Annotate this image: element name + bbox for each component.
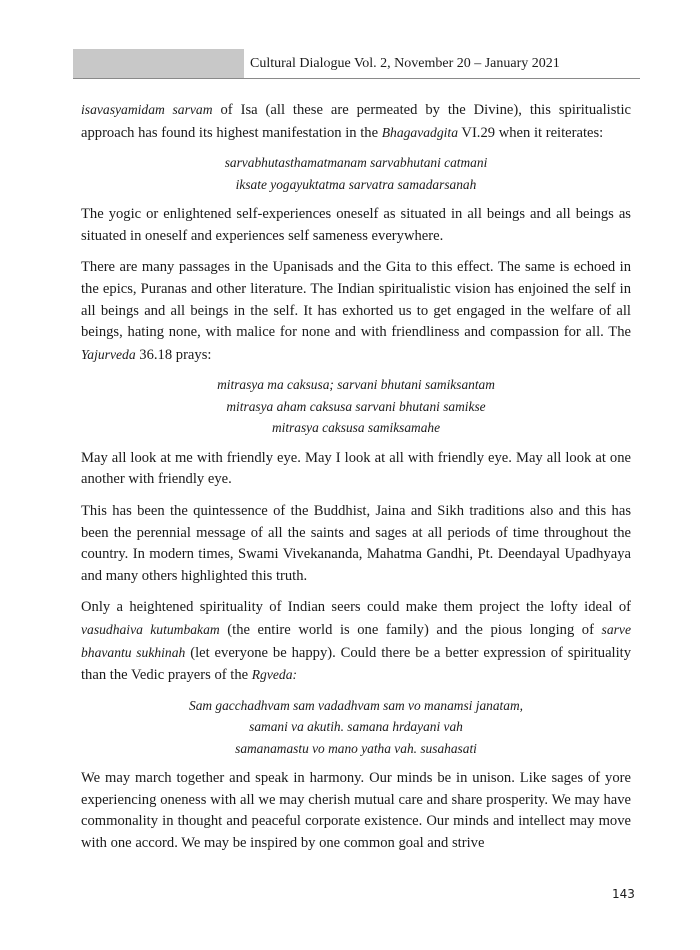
paragraph-1	[81, 99, 631, 144]
verse-line: iksate yogayuktatma sarvatra samadarsanah	[235, 176, 477, 192]
paragraph-text: 36.18 prays:	[135, 346, 212, 363]
paragraph-text: Only a heightened spirituality of Indian seers could make them project the lofty ideal of	[81, 599, 631, 616]
verse-line: samanamastu vo mano yatha vah. susahasati	[235, 740, 477, 756]
paragraph-text: (the entire world is one family) and the pious longing of	[219, 622, 602, 638]
paragraph-7: We may march together and speak in harmony. Our minds be in unison. Like sages of yore experiencing oneness with all we may cherish mutual care and share prosperity. We may have commonality in thought and peaceful corporate existence. Our minds and intellect may move with one accord. We may be inspired by one common goal and strive	[81, 770, 631, 852]
verse-2	[81, 374, 631, 439]
italic-term: Yajurveda	[81, 346, 136, 362]
italic-term: sarve bhavantu sukhinah	[81, 622, 631, 660]
verse-line: sarvabhutasthamatmanam sarvabhutani catmani	[224, 155, 488, 171]
paragraph-text: (let everyone be happy). Could there be a better expression of spirituality than the Vedic prayers of the	[81, 644, 632, 684]
italic-term: vasudhaiva kutumbakam	[81, 622, 220, 637]
paragraph-6	[81, 597, 631, 686]
page-number: 143	[612, 887, 635, 901]
header-grey-bar	[73, 49, 244, 78]
paragraph-4: May all look at me with friendly eye. May I look at all with friendly eye. May all look at one another with friendly eye.	[81, 449, 631, 488]
verse-line: Sam gacchadhvam sam vadadhvam sam vo manamsi janatam,	[189, 697, 523, 713]
verse-line: mitrasya ma caksusa; sarvani bhutani samiksantam	[217, 377, 495, 393]
header-rule	[73, 78, 640, 79]
italic-term: isavasyamidam sarvam	[81, 102, 213, 117]
paragraph-text: VI.29 when it reiterates:	[458, 124, 604, 141]
paragraph-text: There are many passages in the Upanisads and the Gita to this effect. The same is echoed in the epics, Puranas and other literature. The Indian spiritualistic vision has enjoined the self in all beings and all beings in the self. It has exhorted us to get engaged in the welfare of all beings, hating none, with malice for none and with friendliness and compassion for all. The	[81, 259, 631, 341]
italic-term: Bhagavadgita	[381, 124, 459, 140]
verse-line: samani va akutih. samana hrdayani vah	[249, 719, 463, 735]
verse-1	[81, 152, 631, 195]
paragraph-5: This has been the quintessence of the Buddhist, Jaina and Sikh traditions also and this has been the perennial message of all the saints and sages at all periods of time throughout the country. In modern times, Swami Vivekananda, Mahatma Gandhi, Pt. Deendayal Upadhyaya and many others highlighted this truth.	[81, 503, 631, 584]
paragraph-3	[81, 257, 631, 366]
paragraph-2: The yogic or enlightened self-experiences oneself as situated in all beings and all beings as situated in oneself and experiences self sameness everywhere.	[81, 206, 631, 244]
verse-3	[81, 695, 631, 760]
italic-term: Rgveda:	[251, 667, 298, 683]
verse-line: mitrasya caksusa samiksamahe	[271, 420, 441, 436]
running-header: Cultural Dialogue Vol. 2, November 20 – January 2021	[250, 56, 560, 71]
page-body	[81, 99, 631, 865]
verse-line: mitrasya aham caksusa sarvani bhutani samikse	[226, 398, 486, 414]
paragraph-text: of Isa (all these are permeated by the Divine), this spiritualistic approach has found its highest manifestation in the	[81, 102, 631, 141]
